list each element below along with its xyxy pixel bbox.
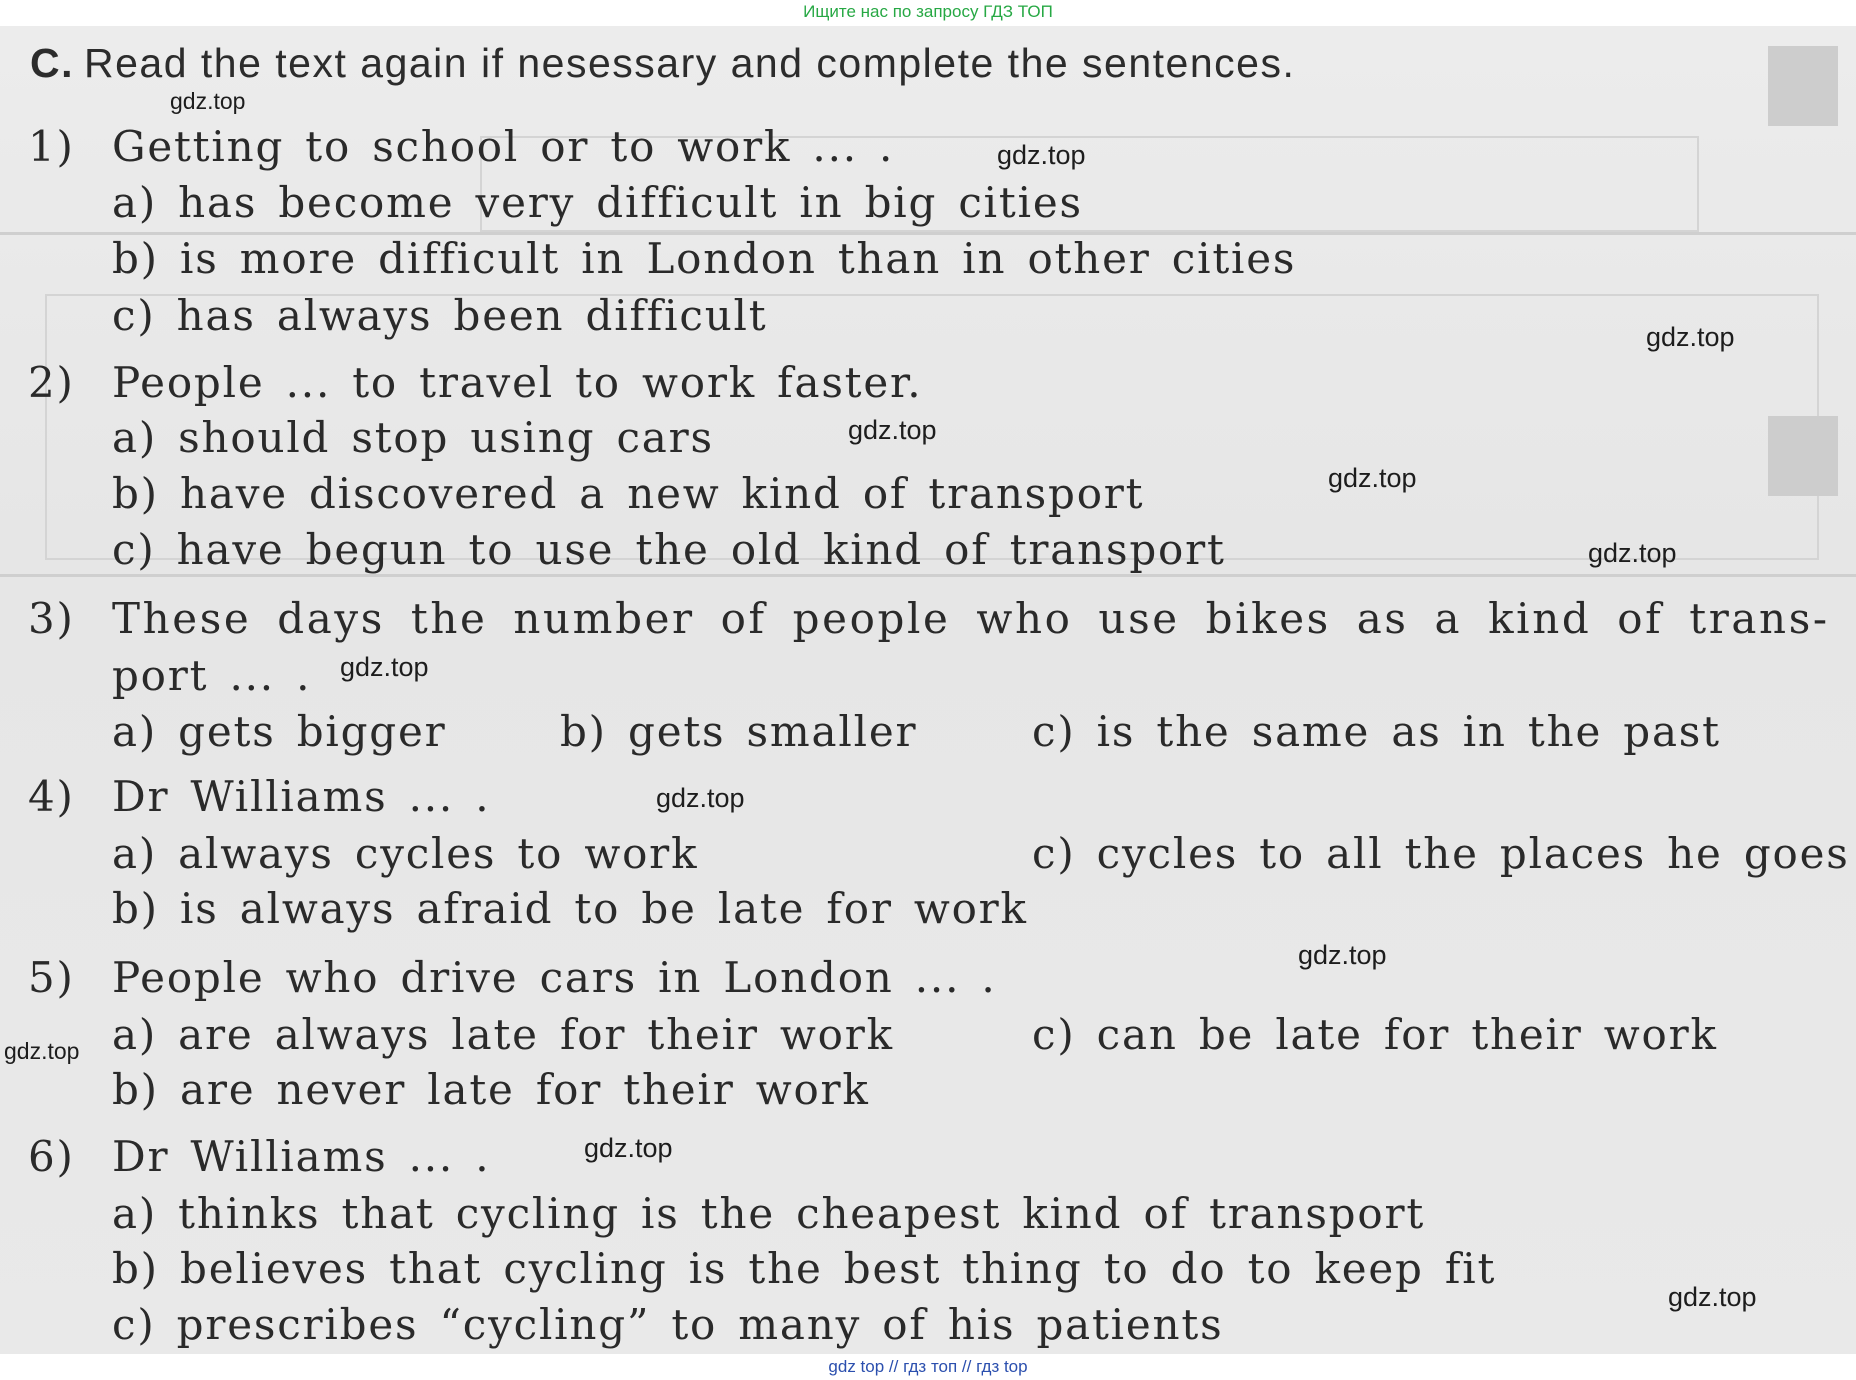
question-number: 5) [28,953,75,1002]
question-number: 1) [28,122,75,171]
watermark: gdz.top [997,140,1086,170]
question-stem: Dr Williams ... . [112,1132,491,1181]
bleed-rule [0,574,1856,577]
exercise-tab [1768,416,1838,496]
question-stem: These days the number of people who use bikes as a kind of trans- [112,594,1830,643]
answer-option: a) always cycles to work [112,829,699,878]
answer-option: b) are never late for their work [112,1065,870,1114]
answer-option: a) should stop using cars [112,413,714,462]
answer-option: c) prescribes “cycling” to many of his patients [112,1300,1224,1349]
answer-option: c) cycles to all the places he goes [1032,829,1850,878]
top-banner: Ищите нас по запросу ГДЗ ТОП [803,2,1053,21]
exercise-letter: C. [30,40,74,86]
watermark: gdz.top [1298,940,1387,970]
watermark: gdz.top [584,1133,673,1163]
answer-option: b) believes that cycling is the best thing to do to keep fit [112,1244,1497,1293]
answer-option: b) have discovered a new kind of transport [112,469,1145,518]
watermark: gdz.top [848,415,937,445]
watermark: gdz.top [4,1038,80,1064]
answer-option: c) can be late for their work [1032,1010,1718,1059]
answer-option: c) has always been difficult [112,291,768,340]
exercise-heading [30,40,1295,87]
watermark: gdz.top [340,652,429,682]
answer-option: c) have begun to use the old kind of transport [112,525,1226,574]
answer-option: a) thinks that cycling is the cheapest kind of transport [112,1189,1425,1238]
exercise-tab [1768,46,1838,126]
answer-option: b) is always afraid to be late for work [112,884,1028,933]
answer-option: b) gets smaller [560,707,918,756]
exercise-instruction: Read the text again if nesessary and complete the sentences. [84,40,1296,86]
answer-option: a) are always late for their work [112,1010,894,1059]
watermark: gdz.top [170,88,246,114]
question-number: 3) [28,594,75,643]
answer-option: b) is more difficult in London than in other cities [112,234,1297,283]
watermark: gdz.top [1328,463,1417,493]
question-stem: People who drive cars in London ... . [112,953,997,1002]
question-number: 6) [28,1132,75,1181]
question-stem: Getting to school or to work ... . [112,122,895,171]
footer-links: gdz top // гдз топ // гдз top [0,1354,1856,1380]
watermark: gdz.top [1588,538,1677,568]
question-number: 4) [28,772,75,821]
watermark: gdz.top [1668,1282,1757,1312]
watermark: gdz.top [656,783,745,813]
question-number: 2) [28,358,75,407]
answer-option: c) is the same as in the past [1032,707,1721,756]
question-stem: People ... to travel to work faster. [112,358,923,407]
answer-option: a) has become very difficult in big cities [112,178,1083,227]
question-stem: port ... . [112,651,312,700]
answer-option: a) gets bigger [112,707,447,756]
watermark: gdz.top [1646,322,1735,352]
question-stem: Dr Williams ... . [112,772,491,821]
